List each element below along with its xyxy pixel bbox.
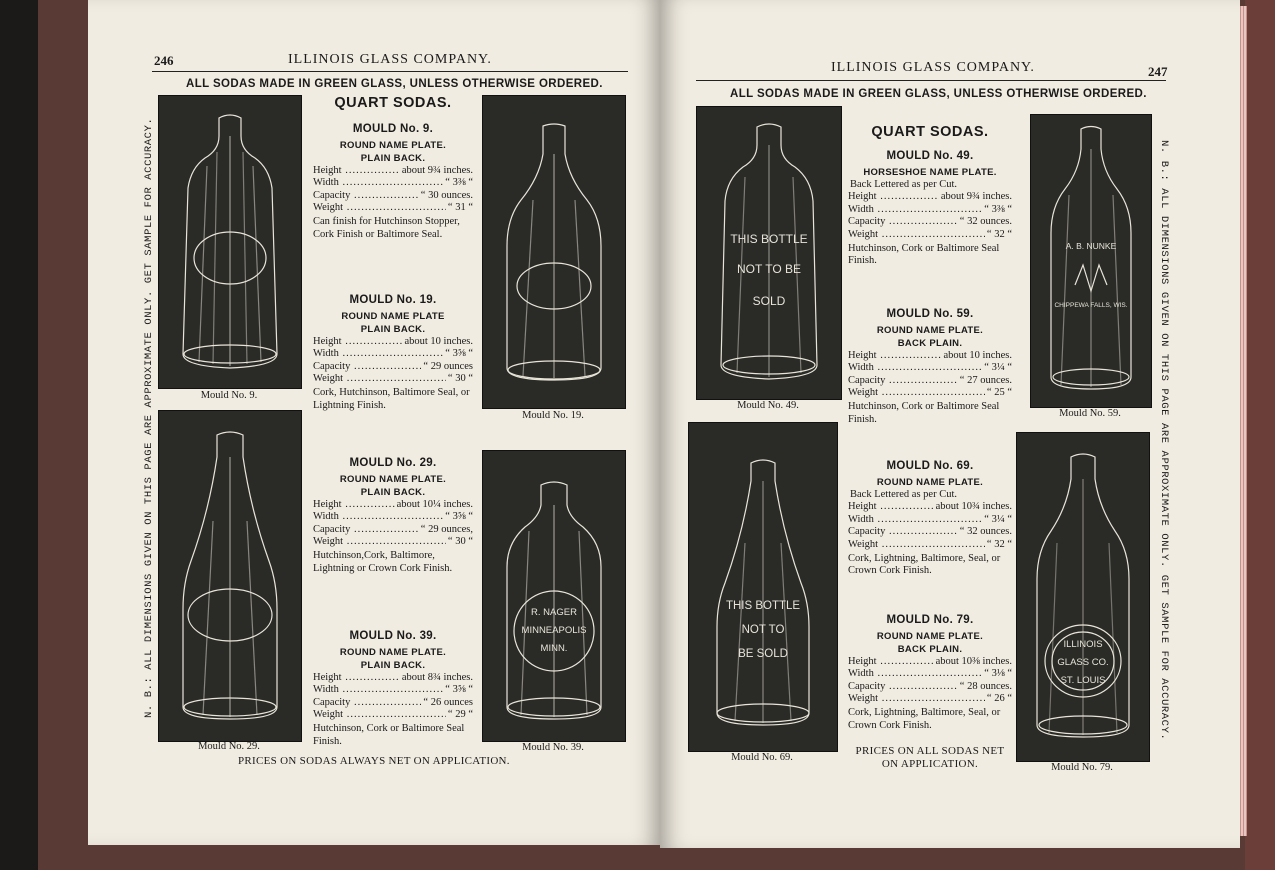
mould-subtitle: PLAIN BACK. bbox=[360, 659, 426, 671]
mould-79-description bbox=[848, 614, 1012, 732]
spec-row: Height ..... about 10⅜ inches. bbox=[848, 656, 1012, 669]
caption-mould-29: Mould No. 29. bbox=[198, 741, 260, 752]
color-banner: ALL SODAS MADE IN GREEN GLASS, UNLESS OTHERWISE ORDERED. bbox=[186, 78, 603, 90]
caption-mould-19: Mould No. 19. bbox=[522, 410, 584, 421]
spec-row: Height ..... about 10¼ inches. bbox=[313, 499, 473, 512]
mould-subtitle: BACK PLAIN. bbox=[897, 643, 963, 655]
spec-row: Weight ..... “ 29 “ bbox=[313, 709, 473, 722]
mould-subtitle: ROUND NAME PLATE. bbox=[876, 630, 984, 642]
caption-mould-69: Mould No. 69. bbox=[731, 752, 793, 763]
spec-row: Width ..... “ 3¼ “ bbox=[848, 362, 1012, 375]
spec-row: Width ..... “ 3⅜ “ bbox=[848, 204, 1012, 217]
bottle-illustration bbox=[483, 96, 625, 408]
bottle-plate-mould-59 bbox=[1030, 114, 1152, 408]
spec-row: Weight ..... “ 30 “ bbox=[313, 536, 473, 549]
bottle-illustration bbox=[689, 423, 837, 751]
bottle-plate-mould-29 bbox=[158, 410, 302, 742]
mould-29-description bbox=[313, 457, 473, 575]
bottle-plate-mould-79 bbox=[1016, 432, 1150, 762]
mould-subtitle: ROUND NAME PLATE. bbox=[876, 324, 984, 336]
embossing-line: A. B. NUNKE bbox=[1065, 241, 1117, 251]
mould-69-description bbox=[848, 460, 1012, 578]
spec-row: Capacity ..... “ 32 ounces. bbox=[848, 526, 1012, 539]
mould-title: MOULD No. 69. bbox=[886, 460, 974, 472]
bottle-illustration bbox=[159, 96, 301, 388]
spec-row: Weight ..... “ 30 “ bbox=[313, 373, 473, 386]
spec-row: Width ..... “ 3⅝ “ bbox=[313, 348, 473, 361]
embossing-line: GLASS CO. bbox=[1057, 657, 1109, 668]
embossing-line: R. NAGER bbox=[531, 607, 577, 618]
mould-title: MOULD No. 29. bbox=[349, 457, 437, 469]
embossing-line: NOT TO BE bbox=[736, 262, 802, 276]
finish-note: Cork, Lightning, Baltimore, Seal, or Crown Cork Finish. bbox=[848, 706, 1001, 731]
mould-title: MOULD No. 19. bbox=[349, 294, 437, 306]
mould-title: MOULD No. 79. bbox=[886, 614, 974, 626]
page-footer bbox=[842, 745, 1018, 771]
embossing-line: BE SOLD bbox=[738, 648, 788, 660]
mould-subtitle: PLAIN BACK. bbox=[360, 323, 426, 335]
mould-subtitle: HORSESHOE NAME PLATE. bbox=[863, 166, 997, 178]
section-title: QUART SODAS. bbox=[334, 95, 452, 111]
mould-subtitle: PLAIN BACK. bbox=[360, 486, 426, 498]
bottle-illustration bbox=[697, 107, 841, 399]
spec-row: Height ..... about 10¾ inches. bbox=[848, 501, 1012, 514]
mould-19-description bbox=[313, 294, 473, 412]
spec-row: Weight ..... “ 25 “ bbox=[848, 387, 1012, 400]
lettering-note: Back Lettered as per Cut. bbox=[850, 488, 957, 500]
embossing-line: THIS BOTTLE bbox=[725, 600, 801, 612]
page-number: 246 bbox=[154, 53, 174, 68]
embossing-line: ILLINOIS bbox=[1063, 639, 1103, 650]
mould-9-description bbox=[313, 123, 473, 241]
header-rule bbox=[696, 80, 1166, 81]
caption-mould-79: Mould No. 79. bbox=[1051, 762, 1113, 773]
spec-row: Weight ..... “ 32 “ bbox=[848, 539, 1012, 552]
embossing-line: THIS BOTTLE bbox=[730, 232, 808, 246]
mould-49-description bbox=[848, 150, 1012, 268]
spec-row: Capacity ..... “ 32 ounces. bbox=[848, 216, 1012, 229]
caption-mould-49: Mould No. 49. bbox=[737, 400, 799, 411]
bottle-plate-mould-49 bbox=[696, 106, 842, 400]
spec-row: Width ..... “ 3¼ “ bbox=[848, 514, 1012, 527]
spec-row: Capacity ..... “ 29 ounces, bbox=[313, 524, 473, 537]
finish-note: Hutchinson, Cork or Baltimore Seal Finish. bbox=[848, 400, 1000, 425]
finish-note: Hutchinson,Cork, Baltimore, Lightning or Crown Cork Finish. bbox=[313, 549, 453, 574]
mould-title: MOULD No. 9. bbox=[352, 123, 434, 135]
mould-title: MOULD No. 59. bbox=[886, 308, 974, 320]
left-page bbox=[88, 0, 660, 845]
caption-mould-59: Mould No. 59. bbox=[1059, 408, 1121, 419]
page-footer: PRICES ON SODAS ALWAYS NET ON APPLICATION. bbox=[238, 755, 510, 767]
finish-note: Hutchinson, Cork or Baltimore Seal Finish. bbox=[313, 722, 465, 747]
finish-note: Cork, Lightning, Baltimore, Seal, or Crown Cork Finish. bbox=[848, 552, 1001, 577]
finish-note: Can finish for Hutchinson Stopper, Cork Finish or Baltimore Seal. bbox=[313, 215, 460, 240]
embossing-line: SOLD bbox=[752, 294, 786, 308]
bottle-plate-mould-69 bbox=[688, 422, 838, 752]
spec-row: Width ..... “ 3⅜ “ bbox=[313, 177, 473, 190]
spec-row: Height ..... about 10 inches. bbox=[313, 336, 473, 349]
right-page bbox=[660, 0, 1240, 848]
finish-note: Hutchinson, Cork or Baltimore Seal Finish. bbox=[848, 242, 1000, 267]
spec-row: Weight ..... “ 31 “ bbox=[313, 202, 473, 215]
bottle-illustration bbox=[159, 411, 301, 741]
embossing-line: NOT TO bbox=[741, 624, 785, 636]
embossing-line: CHIPPEWA FALLS, WIS. bbox=[1054, 302, 1128, 309]
mould-subtitle: ROUND NAME PLATE. bbox=[339, 646, 447, 658]
caption-mould-39: Mould No. 39. bbox=[522, 742, 584, 753]
spec-row: Capacity ..... “ 28 ounces. bbox=[848, 681, 1012, 694]
bottle-plate-mould-39 bbox=[482, 450, 626, 742]
caption-mould-9: Mould No. 9. bbox=[200, 390, 258, 401]
spec-row: Capacity ..... “ 29 ounces bbox=[313, 361, 473, 374]
mould-subtitle: BACK PLAIN. bbox=[897, 337, 963, 349]
side-note: N. B.: ALL DIMENSIONS GIVEN ON THIS PAGE ARE APPROXIMATE ONLY. GET SAMPLE FOR ACCURACY. bbox=[1158, 140, 1170, 741]
mould-59-description bbox=[848, 308, 1012, 426]
side-note: N. B.: ALL DIMENSIONS GIVEN ON THIS PAGE ARE APPROXIMATE ONLY. GET SAMPLE FOR ACCURACY. bbox=[143, 117, 155, 718]
running-head: ILLINOIS GLASS COMPANY. bbox=[288, 52, 492, 67]
embossing-line: MINNEAPOLIS bbox=[521, 625, 587, 636]
spec-row: Capacity ..... “ 27 ounces. bbox=[848, 375, 1012, 388]
spec-row: Height ..... about 8¾ inches. bbox=[313, 672, 473, 685]
spec-row: Width ..... “ 3⅝ “ bbox=[313, 684, 473, 697]
bottle-illustration bbox=[1017, 433, 1149, 761]
mould-title: MOULD No. 49. bbox=[886, 150, 974, 162]
section-title: QUART SODAS. bbox=[871, 124, 989, 140]
bottle-plate-mould-9 bbox=[158, 95, 302, 389]
lettering-note: Back Lettered as per Cut. bbox=[850, 178, 957, 190]
bottle-plate-mould-19 bbox=[482, 95, 626, 409]
spec-row: Height ..... about 9¾ inches. bbox=[313, 165, 473, 178]
mould-subtitle: PLAIN BACK. bbox=[360, 152, 426, 164]
page-number: 247 bbox=[1148, 64, 1168, 79]
header-rule bbox=[152, 71, 628, 72]
mould-title: MOULD No. 39. bbox=[349, 630, 437, 642]
mould-subtitle: ROUND NAME PLATE. bbox=[339, 473, 447, 485]
color-banner: ALL SODAS MADE IN GREEN GLASS, UNLESS OTHERWISE ORDERED. bbox=[730, 88, 1147, 100]
mould-subtitle: ROUND NAME PLATE bbox=[341, 310, 445, 322]
running-head: ILLINOIS GLASS COMPANY. bbox=[831, 60, 1035, 75]
spec-row: Weight ..... “ 32 “ bbox=[848, 229, 1012, 242]
finish-note: Cork, Hutchinson, Baltimore Seal, or Lightning Finish. bbox=[313, 386, 470, 411]
mould-39-description bbox=[313, 630, 473, 748]
embossing-line: ST. LOUIS bbox=[1060, 675, 1106, 686]
spec-row: Height ..... about 9¾ inches. bbox=[848, 191, 1012, 204]
spec-row: Capacity ..... “ 30 ounces. bbox=[313, 190, 473, 203]
spec-row: Height ..... about 10 inches. bbox=[848, 350, 1012, 363]
footer-line: ON APPLICATION. bbox=[881, 758, 979, 770]
bottle-illustration bbox=[1031, 115, 1151, 407]
bottle-illustration bbox=[483, 451, 625, 741]
spec-row: Width ..... “ 3⅝ “ bbox=[313, 511, 473, 524]
mould-subtitle: ROUND NAME PLATE. bbox=[876, 476, 984, 488]
spec-row: Width ..... “ 3⅛ “ bbox=[848, 668, 1012, 681]
spec-row: Weight ..... “ 26 “ bbox=[848, 693, 1012, 706]
book-cover-edge bbox=[1245, 0, 1275, 870]
spec-row: Capacity ..... “ 26 ounces bbox=[313, 697, 473, 710]
embossing-line: MINN. bbox=[540, 643, 568, 654]
footer-line: PRICES ON ALL SODAS NET bbox=[855, 745, 1005, 757]
mould-subtitle: ROUND NAME PLATE. bbox=[339, 139, 447, 151]
